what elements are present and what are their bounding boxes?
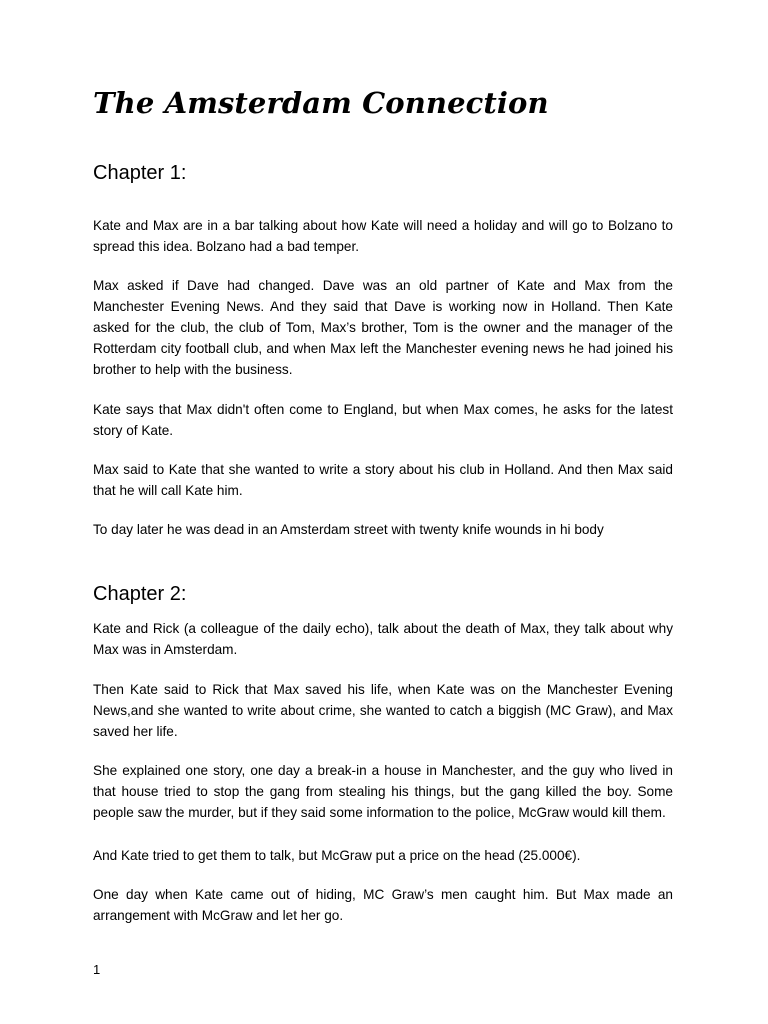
page-number: 1 bbox=[93, 962, 101, 977]
chapter-2-paragraph: One day when Kate came out of hiding, MC Graw’s men caught him. But Max made an arrangement with McGraw and let her go. bbox=[93, 887, 673, 923]
chapter-1-paragraph: Max asked if Dave had changed. Dave was an old partner of Kate and Max from the Manchester Evening News. And they said that Dave is working now in Holland. Then Kate asked for the club, the club of Tom, Max’s brother, Tom is the owner and the manager of the Rotterdam city football club, and when Max left the Manchester evening news he had joined his brother to help with the business. bbox=[93, 278, 673, 377]
chapter-2-paragraph: Then Kate said to Rick that Max saved his life, when Kate was on the Manchester Evening News,and she wanted to write about crime, she wanted to catch a biggish (MC Graw), and Max saved her life. bbox=[93, 682, 673, 739]
chapter-1-paragraph: Kate says that Max didn't often come to England, but when Max comes, he asks for the latest story of Kate. bbox=[93, 402, 673, 438]
document-title: The Amsterdam Connection bbox=[93, 86, 549, 120]
chapter-2-paragraph: She explained one story, one day a break-in a house in Manchester, and the guy who lived in that house tried to stop the gang from stealing his things, but the gang killed the boy. Some people saw the murder, but if they said some information to the police, McGraw would kill them. bbox=[93, 763, 673, 820]
chapter-1-paragraph: Max said to Kate that she wanted to write a story about his club in Holland. And then Max said that he will call Kate him. bbox=[93, 462, 673, 498]
chapter-2-heading: Chapter 2: bbox=[93, 583, 187, 605]
chapter-2-paragraph: And Kate tried to get them to talk, but McGraw put a price on the head (25.000€). bbox=[93, 848, 581, 863]
chapter-2-paragraph: Kate and Rick (a colleague of the daily echo), talk about the death of Max, they talk about why Max was in Amsterdam. bbox=[93, 621, 673, 657]
chapter-1-paragraph: To day later he was dead in an Amsterdam street with twenty knife wounds in hi body bbox=[93, 522, 604, 537]
chapter-1-paragraph: Kate and Max are in a bar talking about how Kate will need a holiday and will go to Bolzano to spread this idea. Bolzano had a bad temper. bbox=[93, 218, 673, 254]
chapter-1-heading: Chapter 1: bbox=[93, 162, 187, 184]
